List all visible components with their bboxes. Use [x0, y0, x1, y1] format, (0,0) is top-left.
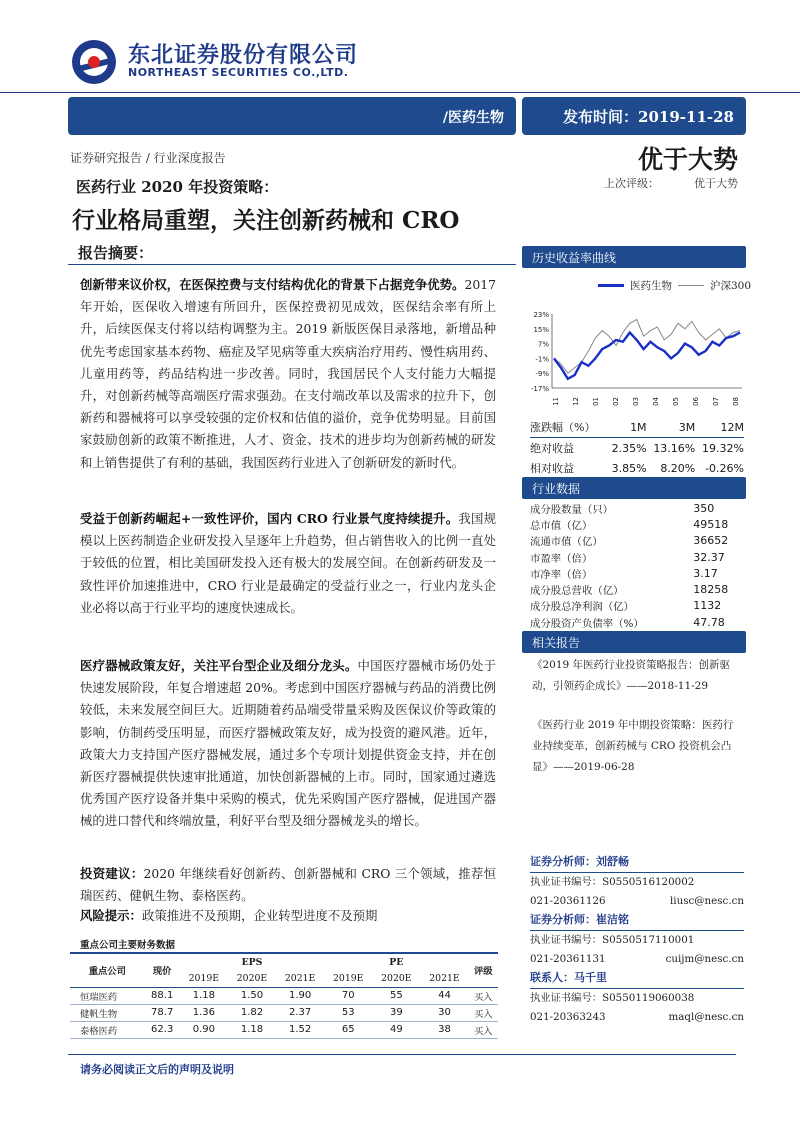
y-tick-label: -9% [535, 370, 549, 379]
footer-disclaimer[interactable]: 请务必阅读正文后的声明及说明 [80, 1063, 234, 1076]
analyst-title: 证券分析师：刘舒畅 [530, 852, 744, 873]
analyst-cert: 执业证书编号：S0550119060038 [530, 991, 695, 1004]
breadcrumb: 证券研究报告 / 行业深度报告 [70, 151, 226, 165]
industry-data-table [530, 500, 744, 630]
analyst-phone: 021-20361126 [530, 895, 606, 907]
col-12m: 12M [695, 417, 744, 438]
eps: 1.52 [288, 1024, 312, 1035]
pe: 53 [341, 1007, 355, 1018]
performance-row [530, 438, 744, 459]
cell: -0.26% [705, 461, 744, 475]
col-price: 现价 [152, 966, 172, 978]
col-rating: 评级 [473, 966, 493, 978]
cell: 13.16% [653, 441, 696, 455]
fin-table-caption: 重点公司主要财务数据 [80, 940, 176, 951]
analyst-email[interactable]: cuijm@nesc.cn [665, 953, 744, 965]
paragraph-text: 2020 年继续看好创新药、创新器械和 CRO 三个领域，推荐恒瑞医药、健帆生物、泰格医药。 [80, 866, 496, 904]
paragraph-investment [80, 863, 496, 907]
data-value: 18258 [693, 583, 729, 597]
y-tick-label: 15% [533, 325, 549, 334]
data-row [530, 516, 744, 532]
paragraph-lead: 投资建议： [80, 866, 144, 881]
paragraph-devices [80, 655, 496, 833]
col-year: 2021E [429, 972, 460, 984]
paragraph-cro [80, 508, 496, 619]
y-tick-label: -1% [535, 355, 549, 364]
previous-rating-label: 上次评级： [604, 177, 659, 190]
paragraph-lead: 风险提示： [80, 908, 142, 923]
cell: 3.85% [611, 461, 647, 475]
col-year: 2020E [381, 972, 412, 984]
data-row [530, 581, 744, 597]
stock-rating: 买入 [473, 991, 493, 1003]
eps: 1.36 [192, 1007, 215, 1018]
data-label: 流通市值（亿） [530, 536, 603, 549]
x-tick-label: 02 [612, 397, 620, 406]
table-row [70, 1021, 498, 1038]
analyst-card [530, 968, 744, 1028]
col-1m: 1M [606, 417, 647, 438]
cell: 19.32% [702, 441, 744, 455]
data-row [530, 533, 744, 549]
summary-heading-bar [68, 241, 516, 265]
paragraph-lead: 受益于创新药崛起+一致性评价，国内 CRO 行业景气度持续提升。 [80, 511, 459, 526]
return-chart [522, 308, 746, 406]
price: 88.1 [151, 990, 174, 1001]
previous-rating-value: 优于大势 [694, 177, 738, 190]
stock-rating: 买入 [473, 1008, 493, 1020]
performance-table [530, 417, 744, 478]
report-title: 行业格局重塑，关注创新药械和 CRO [72, 207, 460, 234]
data-value: 36652 [693, 534, 729, 548]
data-value: 49518 [693, 517, 729, 531]
pe: 39 [389, 1007, 403, 1018]
related-heading-bar [522, 631, 746, 653]
company-name-cn: 东北证券股份有限公司 [128, 43, 359, 68]
analyst-email[interactable]: maql@nesc.cn [668, 1011, 744, 1023]
analyst-title: 证券分析师：崔洁铭 [530, 910, 744, 931]
legend-swatch-index [678, 285, 704, 286]
performance-header [530, 417, 744, 438]
x-tick-label: 04 [652, 397, 660, 406]
pe: 65 [341, 1024, 355, 1035]
industry-heading: 行业数据 [532, 482, 581, 496]
eps: 1.18 [240, 1024, 264, 1035]
analyst-email[interactable]: liusc@nesc.cn [669, 895, 744, 907]
paragraph-lead: 创新带来议价权，在医保控费与支付结构优化的背景下占据竞争优势。 [80, 277, 465, 292]
analyst-phone: 021-20363243 [530, 1011, 606, 1023]
pe: 30 [438, 1007, 451, 1018]
company-name: 健帆生物 [80, 1008, 118, 1020]
eps: 2.37 [288, 1007, 312, 1018]
col-year: 2021E [284, 972, 316, 984]
data-value: 350 [693, 501, 715, 515]
data-value: 1132 [693, 599, 722, 613]
previous-rating [604, 175, 738, 191]
header-divider [0, 92, 800, 93]
data-row [530, 549, 744, 565]
legend-label-index: 沪深300 [710, 280, 752, 292]
data-row [530, 614, 744, 630]
price: 78.7 [151, 1007, 174, 1018]
sector-label: /医药生物 [442, 110, 504, 126]
pe: 55 [389, 990, 403, 1001]
paragraph-text: 我国规模以上医药制造企业研发投入呈逐年上升趋势，但占销售收入的比例一直处于较低的位置，相比美国研发投入还有极大的发展空间。在创新药研发及一致性评价加速推进中，CRO 行业是最确定的受益行业之一，行业内龙头企业必将以高于行业平均的速度快速成长。 [80, 511, 496, 615]
col-company: 重点公司 [88, 966, 126, 978]
sector-band [68, 97, 516, 135]
col-3m: 3M [647, 417, 696, 438]
series-line-sector [554, 333, 740, 379]
related-heading: 相关报告 [532, 636, 581, 650]
x-tick-label: 12 [572, 397, 580, 406]
eps: 1.82 [240, 1007, 264, 1018]
col-pe: PE [389, 956, 404, 968]
data-row [530, 500, 744, 516]
paragraph-risk [80, 905, 496, 927]
y-tick-label: 23% [533, 311, 549, 319]
data-label: 成分股总净利润（亿） [530, 601, 634, 614]
paragraph-text: 中国医疗器械市场仍处于快速发展阶段，年复合增速超 20%。考虑到中国医疗器械与药品的消费比例较低，未来发展空间巨大。近期随着药品端受带量采购及医保议价等政策的影响，仿制药受压明显，而医疗器械政策友好，成为投资的避风港。近年，政策大力支持国产医疗器械发展，通过多个专项计划提供资金支持，并在创新医疗器械提供快速审批通道，加快创新器械的上市。同时，国家通过遴选优秀国产医疗设备并集中采购的模式，优先采购国产医疗器械，促进国产器械的进口替代和终端放量，利好平台型及细分器械龙头的增长。 [80, 658, 497, 829]
publish-date: 发布时间：2019-11-28 [563, 108, 734, 126]
x-tick-label: 08 [732, 397, 740, 406]
data-value: 3.17 [693, 566, 718, 580]
price: 62.3 [151, 1024, 174, 1035]
x-tick-label: 03 [632, 397, 640, 406]
table-row [70, 1004, 498, 1021]
pe: 70 [341, 990, 355, 1001]
data-label: 市盈率（倍） [530, 552, 593, 565]
analyst-phone: 021-20361131 [530, 953, 606, 965]
cell: 8.20% [660, 461, 696, 475]
eps: 1.90 [288, 990, 312, 1001]
pe: 38 [438, 1024, 451, 1035]
eps: 1.18 [192, 990, 215, 1001]
chart-heading: 历史收益率曲线 [532, 251, 617, 265]
financial-table [70, 952, 498, 1039]
col-eps: EPS [241, 956, 263, 968]
summary-heading: 报告摘要： [78, 244, 154, 262]
col-year: 2019E [188, 972, 220, 984]
table-row [70, 987, 498, 1004]
performance-row [530, 458, 744, 478]
pe: 49 [389, 1024, 403, 1035]
data-label: 成分股数量（只） [530, 503, 614, 516]
performance-heading: 涨跌幅（%） [530, 417, 606, 438]
x-tick-label: 05 [672, 397, 680, 406]
rating: 优于大势 [637, 145, 738, 174]
chart-legend [598, 278, 751, 293]
x-tick-label: 11 [552, 397, 560, 406]
x-tick-label: 06 [692, 397, 700, 406]
paragraph-innovation [80, 274, 496, 474]
company-name-en: NORTHEAST SECURITIES CO.,LTD. [128, 66, 349, 79]
analyst-cert: 执业证书编号：S0550517110001 [530, 933, 695, 946]
pe: 44 [438, 990, 451, 1001]
cell: 2.35% [611, 441, 647, 455]
analyst-card [530, 910, 744, 970]
col-year: 2020E [236, 972, 268, 984]
industry-heading-bar [522, 477, 746, 499]
x-tick-label: 07 [712, 397, 720, 406]
col-year: 2019E [332, 972, 364, 984]
eps: 1.50 [240, 990, 264, 1001]
row-label: 绝对收益 [530, 442, 574, 455]
data-row [530, 565, 744, 581]
report-subtitle: 医药行业 2020 年投资策略： [76, 178, 279, 196]
paragraph-text: 政策推进不及预期，企业转型进度不及预期 [141, 908, 378, 923]
paragraph-text: 2017 年开始，医保收入增速有所回升，医保控费初见成效，医保结余率有所上升，后续医保支付将以结构调整为主。2019 新版医保目录落地，新增品种优先考虑国家基本药物、癌症及罕见病等重大疾病治疗用药、慢性病用药、儿童用药等，药品结构进一步改善。同时，我国居民个人支付能力大幅提升，对创新药械等高端医疗需求强劲。在支付端改革以及需求的拉升下，创新药和器械将可以享受较强的定价权和估值的溢价，竞争优势明显。目前国家鼓励创新的政策不断推进，人才、资金、技术的进步均为创新药械的研发和上销售提供了有利的基础，我国医药行业进入了创新研发的新时代。 [80, 277, 496, 470]
related-report-link[interactable]: 《2019 年医药行业投资策略报告：创新驱动，引领药企成长》——2018-11-29 [532, 659, 731, 692]
company-logo [70, 38, 118, 86]
stock-rating: 买入 [473, 1025, 493, 1037]
data-label: 总市值（亿） [530, 519, 593, 532]
data-row [530, 598, 744, 614]
eps: 0.90 [192, 1024, 215, 1035]
data-label: 成分股总营收（亿） [530, 585, 624, 598]
date-band [522, 97, 746, 135]
related-report-link[interactable]: 《医药行业 2019 年中期投资策略：医药行业持续变革，创新药械与 CRO 投资机会凸显》——2019-06-28 [532, 719, 734, 773]
y-tick-label: -17% [530, 385, 549, 393]
paragraph-lead: 医疗器械政策友好，关注平台型企业及细分龙头。 [80, 658, 358, 673]
chart-heading-bar [522, 246, 746, 268]
analyst-cert: 执业证书编号：S0550516120002 [530, 875, 695, 888]
y-tick-label: 7% [537, 340, 549, 349]
legend-swatch-sector [598, 284, 624, 287]
company-name: 泰格医药 [80, 1025, 118, 1037]
data-label: 市净率（倍） [530, 568, 593, 581]
data-value: 47.78 [693, 615, 725, 629]
legend-label-sector: 医药生物 [630, 280, 672, 292]
data-label: 成分股资产负债率（%） [530, 617, 644, 630]
x-tick-label: 01 [592, 397, 600, 406]
analyst-title: 联系人：马千里 [530, 968, 744, 989]
data-value: 32.37 [693, 550, 725, 564]
company-name: 恒瑞医药 [80, 991, 118, 1003]
footer-divider [68, 1054, 736, 1055]
analyst-card [530, 852, 744, 912]
row-label: 相对收益 [530, 462, 574, 475]
